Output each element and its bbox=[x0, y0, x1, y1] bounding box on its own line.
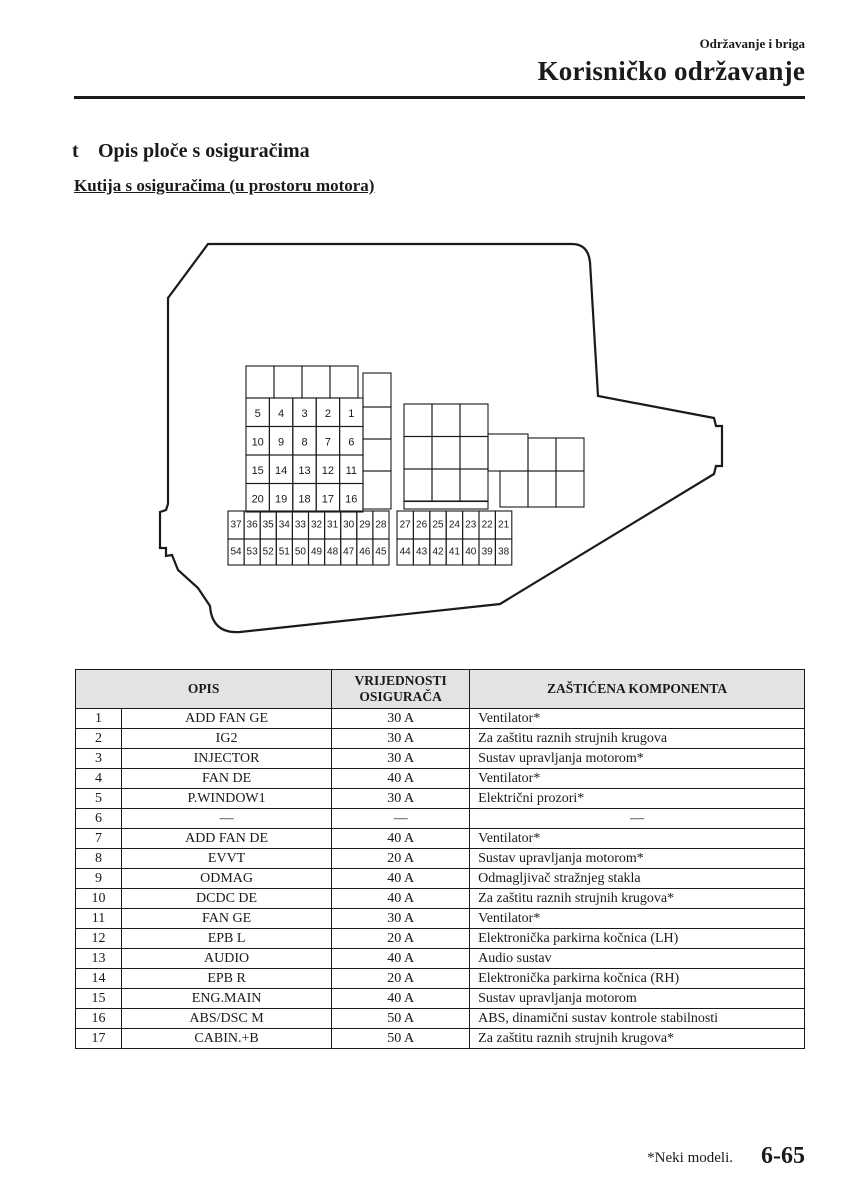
relay-slot bbox=[460, 469, 488, 502]
relay-slot bbox=[404, 404, 432, 437]
running-header-section: Održavanje i briga bbox=[699, 36, 805, 51]
fuse-rating-cell: 50 A bbox=[332, 1029, 470, 1049]
fuse-rating-cell: 40 A bbox=[332, 989, 470, 1009]
fuse-slot-blank bbox=[363, 373, 391, 407]
fuse-slot-blank bbox=[363, 471, 391, 509]
protected-component-cell: Sustav upravljanja motorom bbox=[470, 989, 805, 1009]
fuse-number-label: 38 bbox=[498, 546, 510, 558]
fuse-number-label: 37 bbox=[230, 519, 242, 531]
fuse-rating-cell: 30 A bbox=[332, 709, 470, 729]
fuse-number-label: 20 bbox=[251, 493, 264, 506]
page-number: 6-65 bbox=[761, 1143, 805, 1169]
protected-component-cell: Audio sustav bbox=[470, 949, 805, 969]
fuse-number-label: 45 bbox=[375, 546, 387, 558]
fuse-rating-cell: 40 A bbox=[332, 949, 470, 969]
fuse-number-label: 41 bbox=[448, 546, 460, 558]
fuse-number-cell: 3 bbox=[76, 749, 122, 769]
fuse-number-label: 23 bbox=[465, 519, 477, 531]
fuse-number-label: 5 bbox=[254, 408, 261, 420]
fuse-number-label: 53 bbox=[246, 546, 258, 558]
footnote: *Neki modeli. bbox=[647, 1150, 733, 1166]
fuse-box-outline bbox=[160, 244, 722, 632]
table-row bbox=[76, 709, 805, 729]
protected-component-cell: Ventilator* bbox=[470, 909, 805, 929]
running-header-title: Korisničko održavanje bbox=[537, 56, 805, 86]
fuse-number-label: 13 bbox=[298, 465, 311, 477]
fuse-slot-blank bbox=[363, 407, 391, 439]
fuse-number-label: 44 bbox=[399, 546, 411, 558]
relay-slot bbox=[460, 404, 488, 437]
fuse-number-label: 18 bbox=[298, 493, 311, 506]
table-row bbox=[76, 909, 805, 929]
table-row bbox=[76, 729, 805, 749]
fuse-number-label: 34 bbox=[278, 519, 290, 531]
fuse-name-cell: DCDC DE bbox=[122, 889, 332, 909]
fuse-rating-cell: 30 A bbox=[332, 749, 470, 769]
protected-component-cell: Ventilator* bbox=[470, 769, 805, 789]
relay-slot bbox=[556, 471, 584, 507]
relay-slot bbox=[528, 438, 556, 471]
fuse-rating-cell: 40 A bbox=[332, 829, 470, 849]
fuse-number-label: 10 bbox=[251, 436, 264, 449]
fuse-slot-blank bbox=[302, 366, 330, 398]
protected-component-cell: Za zaštitu raznih strujnih krugova bbox=[470, 729, 805, 749]
relay-slot bbox=[432, 437, 460, 470]
fuse-number-label: 6 bbox=[348, 436, 355, 449]
fuse-number-label: 47 bbox=[343, 546, 355, 558]
fuse-number-cell: 2 bbox=[76, 729, 122, 749]
fuse-number-cell: 17 bbox=[76, 1029, 122, 1049]
fuse-number-label: 15 bbox=[251, 465, 264, 477]
fuse-number-cell: 9 bbox=[76, 869, 122, 889]
section-title: Opis ploče s osiguračima bbox=[98, 140, 310, 162]
fuse-number-cell: 1 bbox=[76, 709, 122, 729]
fuse-name-cell: EPB L bbox=[122, 929, 332, 949]
fuse-number-label: 31 bbox=[327, 519, 339, 531]
fuse-rating-cell: 30 A bbox=[332, 729, 470, 749]
fuse-number-label: 14 bbox=[274, 465, 288, 477]
relay-slot bbox=[432, 404, 460, 437]
protected-component-cell: Sustav upravljanja motorom* bbox=[470, 749, 805, 769]
relay-slot bbox=[404, 501, 488, 509]
fuse-number-label: 39 bbox=[481, 546, 493, 558]
protected-component-cell: Elektronička parkirna kočnica (LH) bbox=[470, 929, 805, 949]
fuse-rating-cell: — bbox=[332, 809, 470, 829]
fuse-name-cell: CABIN.+B bbox=[122, 1029, 332, 1049]
fuse-number-label: 7 bbox=[324, 436, 331, 449]
fuse-number-label: 30 bbox=[343, 519, 355, 531]
fuse-rating-cell: 30 A bbox=[332, 789, 470, 809]
table-row bbox=[76, 829, 805, 849]
table-row bbox=[76, 1009, 805, 1029]
fuse-number-label: 24 bbox=[448, 519, 460, 531]
fuse-rating-cell: 50 A bbox=[332, 1009, 470, 1029]
fuse-number-cell: 15 bbox=[76, 989, 122, 1009]
fuse-name-cell: INJECTOR bbox=[122, 749, 332, 769]
fuse-rating-cell: 40 A bbox=[332, 769, 470, 789]
fuse-number-label: 1 bbox=[348, 408, 355, 420]
protected-component-cell: ABS, dinamični sustav kontrole stabilnosti bbox=[470, 1009, 805, 1029]
fuse-number-label: 16 bbox=[345, 493, 358, 506]
fuse-name-cell: ADD FAN DE bbox=[122, 829, 332, 849]
fuse-rating-cell: 30 A bbox=[332, 909, 470, 929]
fuse-number-label: 49 bbox=[310, 546, 323, 558]
fuse-number-label: 51 bbox=[278, 546, 290, 558]
table-row bbox=[76, 769, 805, 789]
fuse-number-label: 3 bbox=[301, 408, 308, 420]
fuse-number-cell: 11 bbox=[76, 909, 122, 929]
table-row bbox=[76, 949, 805, 969]
fuse-slot-blank bbox=[274, 366, 302, 398]
protected-component-cell: Za zaštitu raznih strujnih krugova* bbox=[470, 889, 805, 909]
relay-slot bbox=[460, 437, 488, 470]
fuse-number-cell: 14 bbox=[76, 969, 122, 989]
relay-slot bbox=[432, 469, 460, 502]
fuse-number-label: 33 bbox=[294, 519, 306, 531]
protected-component-cell: — bbox=[470, 809, 805, 829]
fuse-name-cell: P.WINDOW1 bbox=[122, 789, 332, 809]
protected-component-cell: Za zaštitu raznih strujnih krugova* bbox=[470, 1029, 805, 1049]
fuse-name-cell: FAN GE bbox=[122, 909, 332, 929]
relay-slot bbox=[500, 471, 528, 507]
table-row bbox=[76, 989, 805, 1009]
table-row bbox=[76, 809, 805, 829]
relay-slot bbox=[528, 471, 556, 507]
fuse-number-cell: 8 bbox=[76, 849, 122, 869]
fuse-number-label: 35 bbox=[262, 519, 274, 531]
fuse-number-cell: 13 bbox=[76, 949, 122, 969]
fuse-number-cell: 6 bbox=[76, 809, 122, 829]
col-header-component: ZAŠTIĆENA KOMPONENTA bbox=[470, 670, 805, 709]
table-body bbox=[76, 709, 805, 1049]
fuse-name-cell: EVVT bbox=[122, 849, 332, 869]
table-header-row bbox=[76, 670, 805, 709]
fuse-number-label: 32 bbox=[310, 519, 323, 531]
fuse-number-label: 50 bbox=[294, 546, 306, 558]
section-bullet: t bbox=[72, 140, 79, 162]
fuse-name-cell: — bbox=[122, 809, 332, 829]
col-header-opis: OPIS bbox=[76, 670, 332, 709]
fuse-number-label: 25 bbox=[432, 519, 444, 531]
protected-component-cell: Električni prozori* bbox=[470, 789, 805, 809]
fuse-number-label: 4 bbox=[278, 408, 285, 420]
table-row bbox=[76, 889, 805, 909]
fuse-number-label: 17 bbox=[321, 493, 335, 506]
fuse-number-label: 27 bbox=[399, 519, 411, 531]
table-row bbox=[76, 749, 805, 769]
fuse-number-label: 29 bbox=[359, 519, 371, 531]
fuse-cells bbox=[228, 366, 584, 565]
fuse-number-label: 54 bbox=[230, 546, 242, 558]
table-row bbox=[76, 929, 805, 949]
fuse-number-label: 12 bbox=[321, 465, 335, 477]
fuse-rating-cell: 40 A bbox=[332, 889, 470, 909]
fuse-number-label: 52 bbox=[262, 546, 274, 558]
fuse-name-cell: ADD FAN GE bbox=[122, 709, 332, 729]
table-row bbox=[76, 789, 805, 809]
fuse-slot-blank bbox=[363, 439, 391, 471]
fuse-name-cell: ENG.MAIN bbox=[122, 989, 332, 1009]
fuse-number-label: 48 bbox=[327, 546, 339, 558]
col-header-value: VRIJEDNOSTI OSIGURAČA bbox=[332, 670, 470, 709]
fuse-slot-blank bbox=[330, 366, 358, 398]
fuse-rating-cell: 40 A bbox=[332, 869, 470, 889]
fuse-name-cell: AUDIO bbox=[122, 949, 332, 969]
fuse-number-label: 36 bbox=[246, 519, 258, 531]
fuse-number-label: 2 bbox=[324, 408, 331, 420]
relay-slot bbox=[556, 438, 584, 471]
fuse-number-label: 11 bbox=[345, 465, 358, 477]
protected-component-cell: Ventilator* bbox=[470, 709, 805, 729]
fuse-number-cell: 5 bbox=[76, 789, 122, 809]
protected-component-cell: Sustav upravljanja motorom* bbox=[470, 849, 805, 869]
fuse-number-label: 26 bbox=[416, 519, 428, 531]
relay-slot bbox=[488, 434, 528, 471]
fuse-slot-blank bbox=[246, 366, 274, 398]
fuse-number-label: 22 bbox=[481, 519, 493, 531]
fuse-number-label: 43 bbox=[416, 546, 428, 558]
fuse-number-label: 40 bbox=[465, 546, 477, 558]
fuse-number-cell: 7 bbox=[76, 829, 122, 849]
protected-component-cell: Ventilator* bbox=[470, 829, 805, 849]
table-row bbox=[76, 969, 805, 989]
fuse-rating-cell: 20 A bbox=[332, 929, 470, 949]
fuse-name-cell: ABS/DSC M bbox=[122, 1009, 332, 1029]
fuse-number-label: 42 bbox=[432, 546, 444, 558]
fuse-number-label: 21 bbox=[498, 519, 510, 531]
protected-component-cell: Elektronička parkirna kočnica (RH) bbox=[470, 969, 805, 989]
table-row bbox=[76, 1029, 805, 1049]
fuse-number-label: 28 bbox=[375, 519, 387, 531]
fuse-number-cell: 10 bbox=[76, 889, 122, 909]
relay-slot bbox=[404, 469, 432, 502]
subsection-heading: Kutija s osiguračima (u prostoru motora) bbox=[74, 176, 375, 195]
fuse-rating-cell: 20 A bbox=[332, 849, 470, 869]
table-row bbox=[76, 869, 805, 889]
fuse-number-cell: 12 bbox=[76, 929, 122, 949]
fuse-name-cell: ODMAG bbox=[122, 869, 332, 889]
fuse-number-label: 46 bbox=[359, 546, 371, 558]
fuse-number-cell: 16 bbox=[76, 1009, 122, 1029]
fuse-number-label: 19 bbox=[274, 493, 288, 506]
protected-component-cell: Odmagljivač stražnjeg stakla bbox=[470, 869, 805, 889]
fuse-number-label: 9 bbox=[278, 436, 285, 449]
fuse-number-label: 8 bbox=[301, 436, 308, 449]
fuse-name-cell: EPB R bbox=[122, 969, 332, 989]
fuse-number-cell: 4 bbox=[76, 769, 122, 789]
fuse-name-cell: FAN DE bbox=[122, 769, 332, 789]
table-row bbox=[76, 849, 805, 869]
fuse-rating-cell: 20 A bbox=[332, 969, 470, 989]
fuse-table bbox=[75, 669, 805, 1049]
relay-slot bbox=[404, 437, 432, 470]
fuse-name-cell: IG2 bbox=[122, 729, 332, 749]
